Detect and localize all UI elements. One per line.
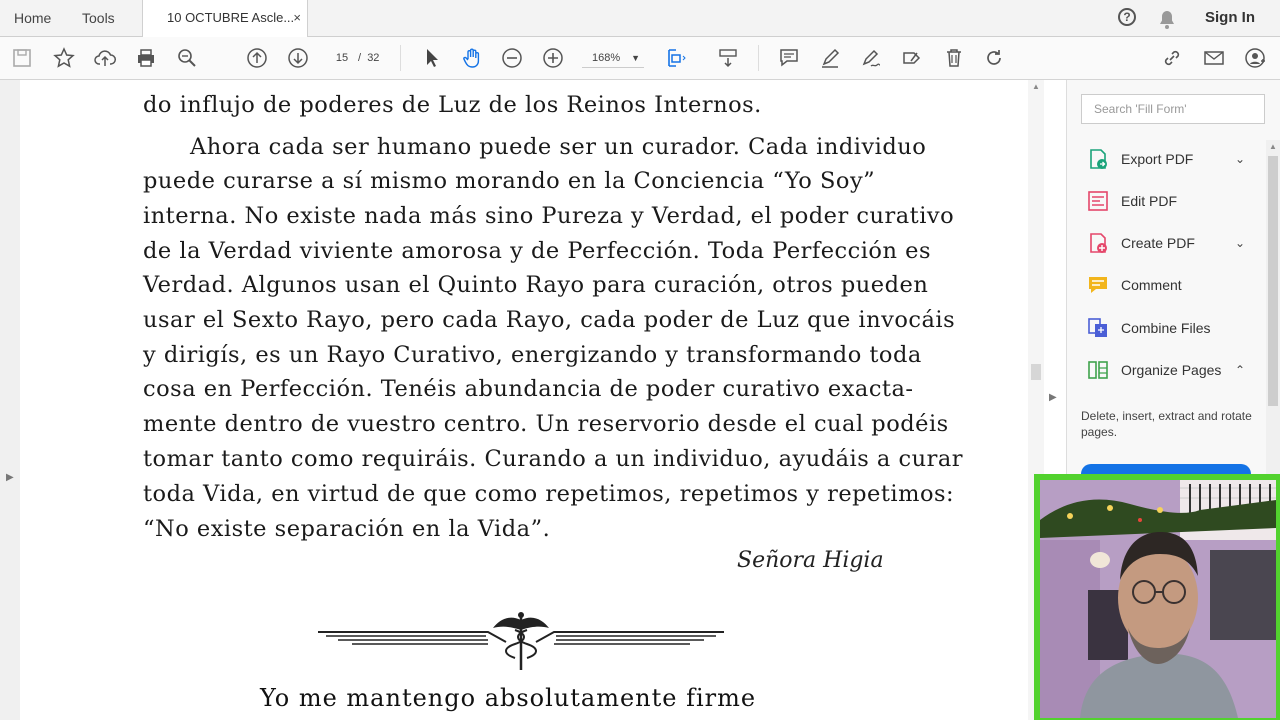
combine-files-icon xyxy=(1087,317,1109,339)
signature: Señora Higia xyxy=(737,548,884,573)
tab-tools[interactable]: Tools xyxy=(82,10,115,26)
webcam-video xyxy=(1040,480,1276,718)
document-line: “No existe separación en la Vida”. xyxy=(143,516,551,542)
email-icon[interactable] xyxy=(1202,46,1226,70)
highlight-pen-icon[interactable] xyxy=(818,46,842,70)
zoom-level-select[interactable]: 168% ▼ xyxy=(582,48,644,68)
edit-pdf-icon xyxy=(1087,190,1109,212)
chevron-up-icon[interactable]: ⌃ xyxy=(1235,363,1246,377)
delete-trash-icon[interactable] xyxy=(942,46,966,70)
expand-left-pane-icon[interactable]: ▶ xyxy=(6,472,14,483)
rotate-icon[interactable] xyxy=(982,46,1006,70)
webcam-overlay xyxy=(1034,474,1280,720)
hand-tool-icon[interactable] xyxy=(460,46,484,70)
tab-bar xyxy=(0,0,1280,37)
zoom-search-icon[interactable] xyxy=(175,46,199,70)
organize-pages-icon xyxy=(1087,359,1109,381)
next-page-icon[interactable] xyxy=(286,46,310,70)
scroll-up-icon[interactable]: ▲ xyxy=(1032,82,1040,91)
caduceus-ornament xyxy=(316,610,726,672)
chevron-down-icon[interactable]: ⌄ xyxy=(1235,152,1246,166)
tab-document[interactable] xyxy=(142,0,308,37)
select-cursor-icon[interactable] xyxy=(420,46,444,70)
scroll-mode-icon[interactable] xyxy=(716,46,740,70)
scroll-up-icon[interactable]: ▲ xyxy=(1269,142,1277,151)
left-pane-strip[interactable] xyxy=(0,80,20,720)
save-icon[interactable] xyxy=(10,46,34,70)
sign-pen-icon[interactable] xyxy=(859,46,883,70)
previous-page-icon[interactable] xyxy=(245,46,269,70)
comment-tool-icon[interactable] xyxy=(777,46,801,70)
document-line: do influjo de poderes de Luz de los Reinos Internos. xyxy=(143,92,762,118)
close-icon[interactable]: × xyxy=(293,10,301,25)
tools-pane: Search 'Fill Form' Export PDF ⌄ Edit PDF Create PDF ⌄ Comment Combine Files Organize Pages ⌃ Delete, insert, extract and rotate pages. xyxy=(1066,80,1280,720)
document-line: cosa en Perfección. Tenéis abundancia de poder curativo exacta- xyxy=(143,376,914,402)
toolbar xyxy=(0,37,1280,80)
document-line: interna. No existe nada más sino Pureza y Verdad, el poder curativo xyxy=(143,203,955,229)
page-number-input[interactable]: 15 xyxy=(335,52,349,64)
document-line: de la Verdad viviente amorosa y de Perfección. Toda Perfección es xyxy=(143,238,931,264)
star-icon[interactable] xyxy=(52,46,76,70)
zoom-out-icon[interactable] xyxy=(500,46,524,70)
pdf-page xyxy=(20,80,1028,720)
sign-in-button[interactable]: Sign In xyxy=(1205,9,1255,26)
chevron-down-icon[interactable]: ⌄ xyxy=(1235,236,1246,250)
export-pdf-icon xyxy=(1087,148,1109,170)
create-pdf-icon xyxy=(1087,232,1109,254)
help-icon[interactable]: ? xyxy=(1118,8,1136,26)
page-count: / 32 xyxy=(358,52,380,64)
document-line: tomar tanto como requiráis. Curando a un individuo, ayudáis a curar xyxy=(143,446,964,472)
document-line: y dirigís, es un Rayo Curativo, energizando y transformando toda xyxy=(143,342,922,368)
scrollbar-thumb[interactable] xyxy=(1268,156,1278,406)
comment-icon xyxy=(1087,274,1109,296)
section-heading: Yo me mantengo absolutamente firme xyxy=(260,684,757,712)
chevron-down-icon: ▼ xyxy=(631,53,640,63)
document-line: Ahora cada ser humano puede ser un curador. Cada individuo xyxy=(190,134,927,160)
document-line: usar el Sexto Rayo, pero cada Rayo, cada poder de Luz que invocáis xyxy=(143,307,956,333)
search-fill-form-input[interactable]: Search 'Fill Form' xyxy=(1081,94,1265,124)
upload-cloud-icon[interactable] xyxy=(93,46,117,70)
collapse-right-pane-icon[interactable]: ▶ xyxy=(1049,392,1057,403)
document-line: toda Vida, en virtud de que como repetimos, repetimos y repetimos: xyxy=(143,481,955,507)
page-fit-icon[interactable] xyxy=(664,46,688,70)
tab-home[interactable]: Home xyxy=(14,10,52,26)
share-link-icon[interactable] xyxy=(1160,46,1184,70)
print-icon[interactable] xyxy=(134,46,158,70)
document-line: Verdad. Algunos usan el Quinto Rayo para curación, otros pueden xyxy=(143,272,929,298)
add-user-icon[interactable] xyxy=(1243,46,1267,70)
document-line: puede curarse a sí mismo morando en la Conciencia “Yo Soy” xyxy=(143,168,876,194)
document-line: mente dentro de vuestro centro. Un reservorio desde el cual podéis xyxy=(143,411,949,437)
zoom-in-icon[interactable] xyxy=(541,46,565,70)
organize-pages-description: Delete, insert, extract and rotate pages. xyxy=(1081,409,1252,439)
scrollbar-thumb[interactable] xyxy=(1031,364,1041,380)
stamp-tag-icon[interactable] xyxy=(900,46,924,70)
tab-document-label: 10 OCTUBRE Ascle... xyxy=(167,10,295,25)
